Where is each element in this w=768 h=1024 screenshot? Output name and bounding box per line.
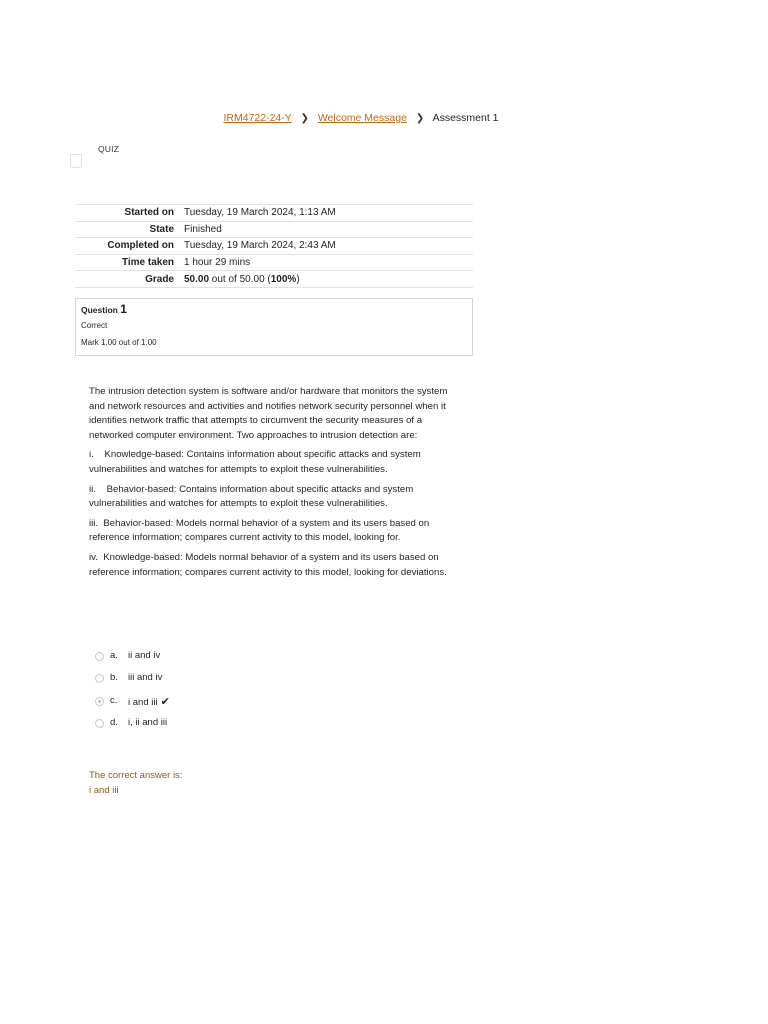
grade-score: 50.00 (184, 273, 210, 285)
table-row (75, 254, 473, 271)
grade-label: Grade (145, 273, 174, 285)
breadcrumb-welcome-link[interactable]: Welcome Message (317, 112, 407, 124)
quiz-icon (70, 154, 82, 168)
answer-text-wrap (128, 695, 170, 708)
grade-close: ) (296, 273, 300, 285)
question-paragraph: ii. Behavior-based: Contains information about specific attacks and system vulnerabilities and watches for attempts to exploit these vulnerabilities. (89, 483, 416, 510)
radio-button[interactable] (95, 719, 104, 728)
table-row (75, 221, 473, 238)
summary-label: Completed on (107, 240, 174, 252)
grade-out-of: out of 50.00 ( (209, 273, 271, 285)
feedback-label: The correct answer is: (89, 770, 183, 781)
answer-letter: d. (110, 717, 118, 729)
question-paragraph: The intrusion detection system is software and/or hardware that monitors the system and network resources and activities and notifies network security personnel when it identifies network traffic that attempts to circumvent the security measures of a networked computer environment. Two approaches to intrusion detection are: (89, 386, 448, 441)
breadcrumb (0, 112, 722, 124)
summary-label: Time taken (121, 257, 174, 269)
chevron-right-icon: ❯ (415, 113, 425, 124)
table-row (75, 271, 473, 288)
question-number-value: 1 (120, 302, 127, 316)
radio-button[interactable] (95, 652, 104, 661)
question-info-box (75, 298, 473, 356)
question-number (81, 302, 127, 316)
summary-value: Tuesday, 19 March 2024, 1:13 AM (184, 207, 336, 219)
chevron-right-icon: ❯ (300, 113, 309, 124)
question-paragraph: i. Knowledge-based: Contains information about specific attacks and system vulnerabilities and watches for attempts to exploit these vulnerabilities. (89, 449, 424, 475)
answer-text: iii and iv (128, 672, 163, 684)
summary-value: 1 hour 29 mins (184, 257, 251, 269)
module-type-label: QUIZ (98, 144, 120, 154)
correct-answer-feedback (89, 769, 182, 798)
table-row (75, 238, 473, 255)
summary-label: State (149, 223, 174, 235)
question-text (89, 385, 463, 585)
answer-text: ii and iv (128, 650, 161, 661)
summary-value: Tuesday, 19 March 2024, 2:43 AM (184, 240, 336, 252)
radio-button-selected[interactable] (95, 697, 104, 706)
summary-value: Finished (184, 223, 222, 235)
checkmark-icon: ✔ (160, 695, 170, 708)
answer-letter: b. (110, 672, 118, 684)
radio-button[interactable] (95, 674, 104, 683)
breadcrumb-current: Assessment 1 (432, 112, 499, 124)
breadcrumb-course-link[interactable]: IRM4722-24-Y (223, 112, 292, 124)
answer-letter: c. (110, 694, 118, 706)
grade-value (184, 271, 473, 288)
question-state: Correct (81, 321, 108, 330)
grade-percent: 100% (270, 273, 297, 285)
feedback-answer: i and iii (89, 784, 119, 796)
summary-label: Started on (124, 207, 174, 219)
question-prefix: Question (81, 305, 121, 315)
question-mark: Mark 1.00 out of 1.00 (81, 338, 157, 347)
answer-text: i and iii (128, 696, 158, 708)
answer-letter: a. (110, 650, 118, 661)
table-row (75, 205, 473, 222)
answer-text: i, ii and iii (128, 717, 168, 729)
question-paragraph: iv. Knowledge-based: Models normal behavior of a system and its users based on reference information; compares current activity to this model, looking for deviations. (89, 551, 447, 578)
question-paragraph: iii. Behavior-based: Models normal behavior of a system and its users based on reference information; compares current activity to this model, looking for. (89, 517, 432, 544)
attempt-summary-table (75, 204, 473, 288)
